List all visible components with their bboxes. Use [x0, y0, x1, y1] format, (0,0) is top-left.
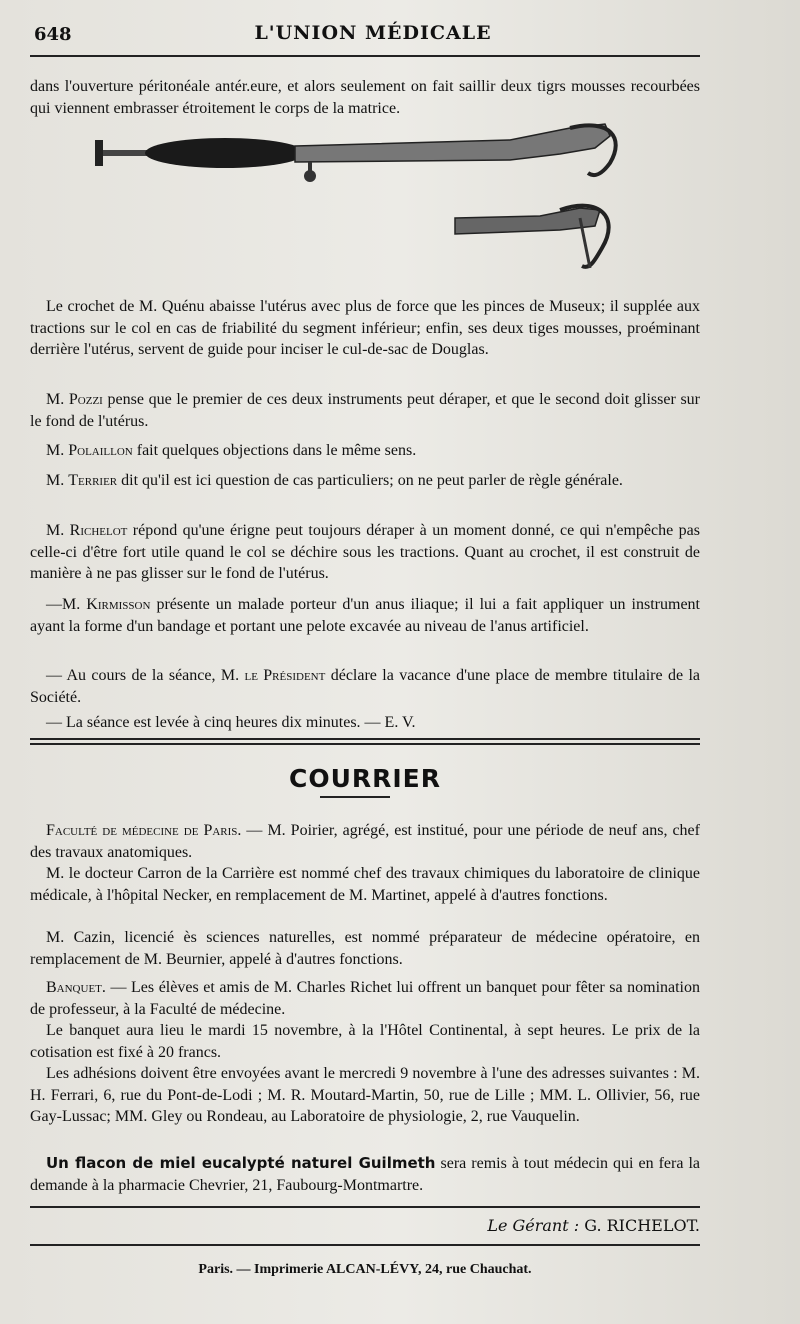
title-underline	[320, 796, 390, 798]
paragraph-pozzi: M. Pozzi pense que le premier de ces deux instruments peut déraper, et que le second doit glisser sur le fond de l'utérus.	[30, 391, 700, 430]
printer-imprint: Paris. — Imprimerie ALCAN-LÉVY, 24, rue Chauchat.	[198, 1262, 532, 1277]
paragraph-intro: dans l'ouverture péritonéale antér.eure, et alors seulement on fait saillir deux tigrs mousses recourbées qui viennent embrasser étroitement le corps de la matrice.	[30, 78, 700, 117]
paragraph-banquet: Banquet. — Les élèves et amis de M. Charles Richet lui offrent un banquet pour fêter sa nomination de professeur, à la Faculté de médecine.	[30, 979, 700, 1018]
page-number: 648	[34, 24, 72, 45]
footer-rule-2	[30, 1244, 700, 1246]
paragraph-adhesions: Les adhésions doivent être envoyées avant le mercredi 9 novembre à l'une des adresses suivantes : M. H. Ferrari, 6, rue du Pont-de-Lodi ; M. R. Moutard-Martin, 50, rue de Lille ; MM. L. Ollivier, 56, rue Gay-Lussac; MM. Gley ou Rondeau, au Laboratoire de physiologie, 2, rue Vauquelin.	[30, 1065, 700, 1125]
instrument-upper	[95, 124, 616, 182]
running-title: L'UNION MÉDICALE	[254, 22, 492, 44]
surgical-instruments-illustration	[90, 118, 650, 298]
section-double-rule-bottom	[30, 743, 700, 745]
paragraph-kirmisson: —M. Kirmisson présente un malade porteur d'un anus iliaque; il lui a fait appliquer un instrument ayant la forme d'un bandage et portant une pelote excavée au niveau de l'anus artificiel.	[30, 596, 700, 635]
footer-rule-1	[30, 1206, 700, 1208]
instrument-lower	[455, 206, 609, 268]
paragraph-polaillon: M. Polaillon fait quelques objections dans le même sens.	[46, 442, 417, 459]
paragraph-banquet-date: Le banquet aura lieu le mardi 15 novembre, à la l'Hôtel Continental, à sept heures. Le prix de la cotisation est fixé à 20 francs.	[30, 1022, 700, 1061]
paragraph-richelot: M. Richelot répond qu'une érigne peut toujours déraper à un moment donné, ce qui n'empêche pas celle-ci d'être fort utile quand le col se déchire sous les tractions. Quant au crochet, il est construit de manière à ne pas glisser sur le fond de l'utérus.	[30, 522, 700, 582]
paragraph-closing: — La séance est levée à cinq heures dix minutes. — E. V.	[46, 714, 416, 731]
paragraph-cazin: M. Cazin, licencié ès sciences naturelles, est nommé préparateur de médecine opératoire, en remplacement de M. Beurnier, appelé à d'autres fonctions.	[30, 929, 700, 968]
paragraph-terrier: M. Terrier dit qu'il est ici question de cas particuliers; on ne peut parler de règle générale.	[46, 472, 623, 489]
paragraph-quenu: Le crochet de M. Quénu abaisse l'utérus avec plus de force que les pinces de Museux; il supplée aux tractions sur le col en cas de friabilité du segment inférieur; enfin, ses deux tiges mousses, proéminant derrière l'utérus, servent de guide pour inciser le cul-de-sac de Douglas.	[30, 298, 700, 358]
gerant-signature: Le Gérant : G. RICHELOT.	[487, 1216, 700, 1235]
page-header	[28, 18, 718, 48]
paragraph-faculte: Faculté de médecine de Paris. — M. Poirier, agrégé, est institué, pour une période de neuf ans, chef des travaux anatomiques.	[30, 822, 700, 861]
paragraph-carron: M. le docteur Carron de la Carrière est nommé chef des travaux chimiques du laboratoire de clinique médicale, à l'hôpital Necker, en remplacement de M. Martinet, appelé à d'autres fonctions.	[30, 865, 700, 904]
section-title-courrier: COURRIER	[288, 764, 442, 793]
paragraph-advert: Un flacon de miel eucalypté naturel Guilmeth sera remis à tout médecin qui en fera la demande à la pharmacie Chevrier, 21, Faubourg-Montmartre.	[30, 1154, 700, 1194]
section-double-rule-top	[30, 738, 700, 740]
paragraph-president: — Au cours de la séance, M. le Président déclare la vacance d'une place de membre titulaire de la Société.	[30, 667, 700, 706]
header-rule	[30, 55, 700, 57]
